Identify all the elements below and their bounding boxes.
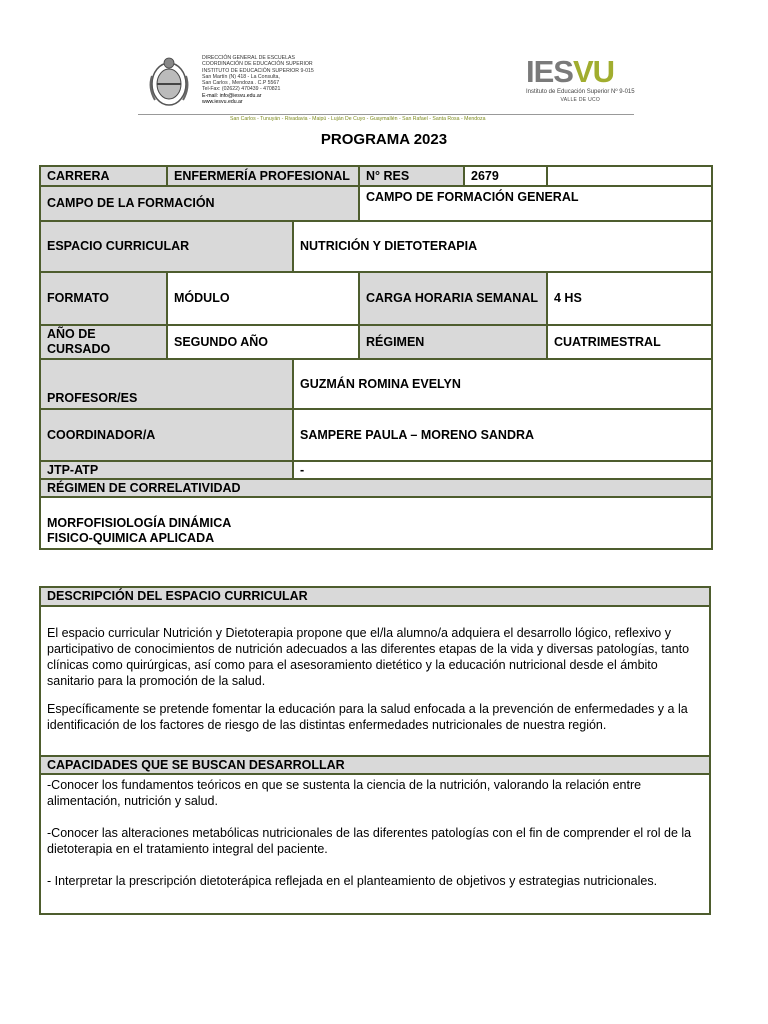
website-link[interactable]: www.iesvu.edu.ar xyxy=(202,99,243,106)
formato-value: MÓDULO xyxy=(167,272,359,325)
res-filler xyxy=(547,166,712,186)
jtp-label: JTP-ATP xyxy=(40,461,293,479)
org-line: Tel-Fax: (02622) 470439 - 470821 xyxy=(202,86,281,93)
institution-info xyxy=(202,55,314,105)
org-line: COORDINACIÓN DE EDUCACIÓN SUPERIOR xyxy=(202,61,313,68)
org-line: DIRECCIÓN GENERAL DE ESCUELAS xyxy=(202,55,295,61)
carga-value: 4 HS xyxy=(547,272,712,325)
correlativa-item: FISICO-QUIMICA APLICADA xyxy=(47,531,215,545)
coordinador-label: COORDINADOR/A xyxy=(40,409,293,461)
capacidad-item: -Conocer los fundamentos teóricos en que se sustenta la ciencia de la nutrición, valorando la relación entre alimentación, nutrición y salud. xyxy=(47,778,642,808)
org-line: INSTITUTO DE EDUCACIÓN SUPERIOR 9-015 xyxy=(202,67,314,74)
correlatividad-label: RÉGIMEN DE CORRELATIVIDAD xyxy=(40,479,712,497)
formato-label: FORMATO xyxy=(40,272,167,325)
logo-accent: VU xyxy=(572,54,615,89)
regimen-value: CUATRIMESTRAL xyxy=(547,325,712,359)
espacio-value: NUTRICIÓN Y DIETOTERAPIA xyxy=(293,221,712,272)
email-link[interactable]: E-mail: info@iesvu.edu.ar xyxy=(202,92,262,99)
profesor-value: GUZMÁN ROMINA EVELYN xyxy=(293,359,712,409)
logo-location: VALLE DE UCO xyxy=(560,97,601,103)
regimen-label: RÉGIMEN xyxy=(359,325,547,359)
org-line: San Carlos , Mendoza . C.P 5567 xyxy=(202,80,280,87)
descripcion-paragraph: Específicamente se pretende fomentar la educación para la salud enfocada a la prevención de enfermedades y a la identificación de los factores de riesgo de las distintas enfermedades nutricionales de nuestra región. xyxy=(47,702,688,732)
capacidad-item: -Conocer las alteraciones metabólicas nutricionales de las diferentes patologías con el fin de comprender el rol de la dietoterapia en el tratamiento integral del paciente. xyxy=(47,826,692,856)
program-info-table xyxy=(39,165,713,550)
capacidades-heading: CAPACIDADES QUE SE BUSCAN DESARROLLAR xyxy=(40,756,710,774)
campo-value: CAMPO DE FORMACIÓN GENERAL xyxy=(359,186,712,221)
capacidad-item: - Interpretar la prescripción dietoterápica reflejada en el planteamiento de objetivos y estrategias nutricionales. xyxy=(47,874,658,888)
jtp-value: - xyxy=(293,461,712,479)
carrera-value: ENFERMERÍA PROFESIONAL xyxy=(167,166,359,186)
descripcion-body xyxy=(40,606,710,756)
descripcion-heading: DESCRIPCIÓN DEL ESPACIO CURRICULAR xyxy=(40,587,710,606)
description-table xyxy=(39,586,711,915)
correlativa-item: MORFOFISIOLOGÍA DINÁMICA xyxy=(47,516,232,530)
towns-list: San Carlos - Tunuyán - Rivadavia - Maipú - Luján De Cuyo - Guaymallén - San Rafael - Santa Rosa - Mendoza xyxy=(230,116,486,122)
espacio-label: ESPACIO CURRICULAR xyxy=(40,221,293,272)
res-value: 2679 xyxy=(464,166,547,186)
org-line: San Martín (N) 418 - La Consulta, xyxy=(202,73,280,80)
logo-text: IES xyxy=(526,54,573,89)
coordinador-value: SAMPERE PAULA – MORENO SANDRA xyxy=(293,409,712,461)
anio-value: SEGUNDO AÑO xyxy=(167,325,359,359)
descripcion-paragraph: El espacio curricular Nutrición y Dietoterapia propone que el/la alumno/a adquiera el desarrollo lógico, reflexivo y participativo de conocimientos de nutrición adecuados a las diferentes etapas de la vida y diversas patologías, tanto clínicas como quirúrgicas, así como para el asesoramiento dietético y la educación nutricional desde el ámbito sanitario para la promoción de la salud. xyxy=(47,626,690,688)
res-label: N° RES xyxy=(359,166,464,186)
anio-label: AÑO DE CURSADO xyxy=(40,325,167,359)
capacidades-body xyxy=(40,774,710,914)
coat-of-arms-icon xyxy=(146,54,192,110)
logo-subtitle: Instituto de Educación Superior Nº 9-015 xyxy=(526,89,635,95)
letterhead xyxy=(138,50,634,124)
carga-label: CARGA HORARIA SEMANAL xyxy=(359,272,547,325)
page-title: PROGRAMA 2023 xyxy=(320,131,448,148)
correlativas-list xyxy=(40,497,712,549)
iesvu-logo xyxy=(526,56,635,103)
profesor-label: PROFESOR/ES xyxy=(40,359,293,409)
header-divider xyxy=(138,114,634,115)
carrera-label: CARRERA xyxy=(40,166,167,186)
campo-label: CAMPO DE LA FORMACIÓN xyxy=(40,186,359,221)
